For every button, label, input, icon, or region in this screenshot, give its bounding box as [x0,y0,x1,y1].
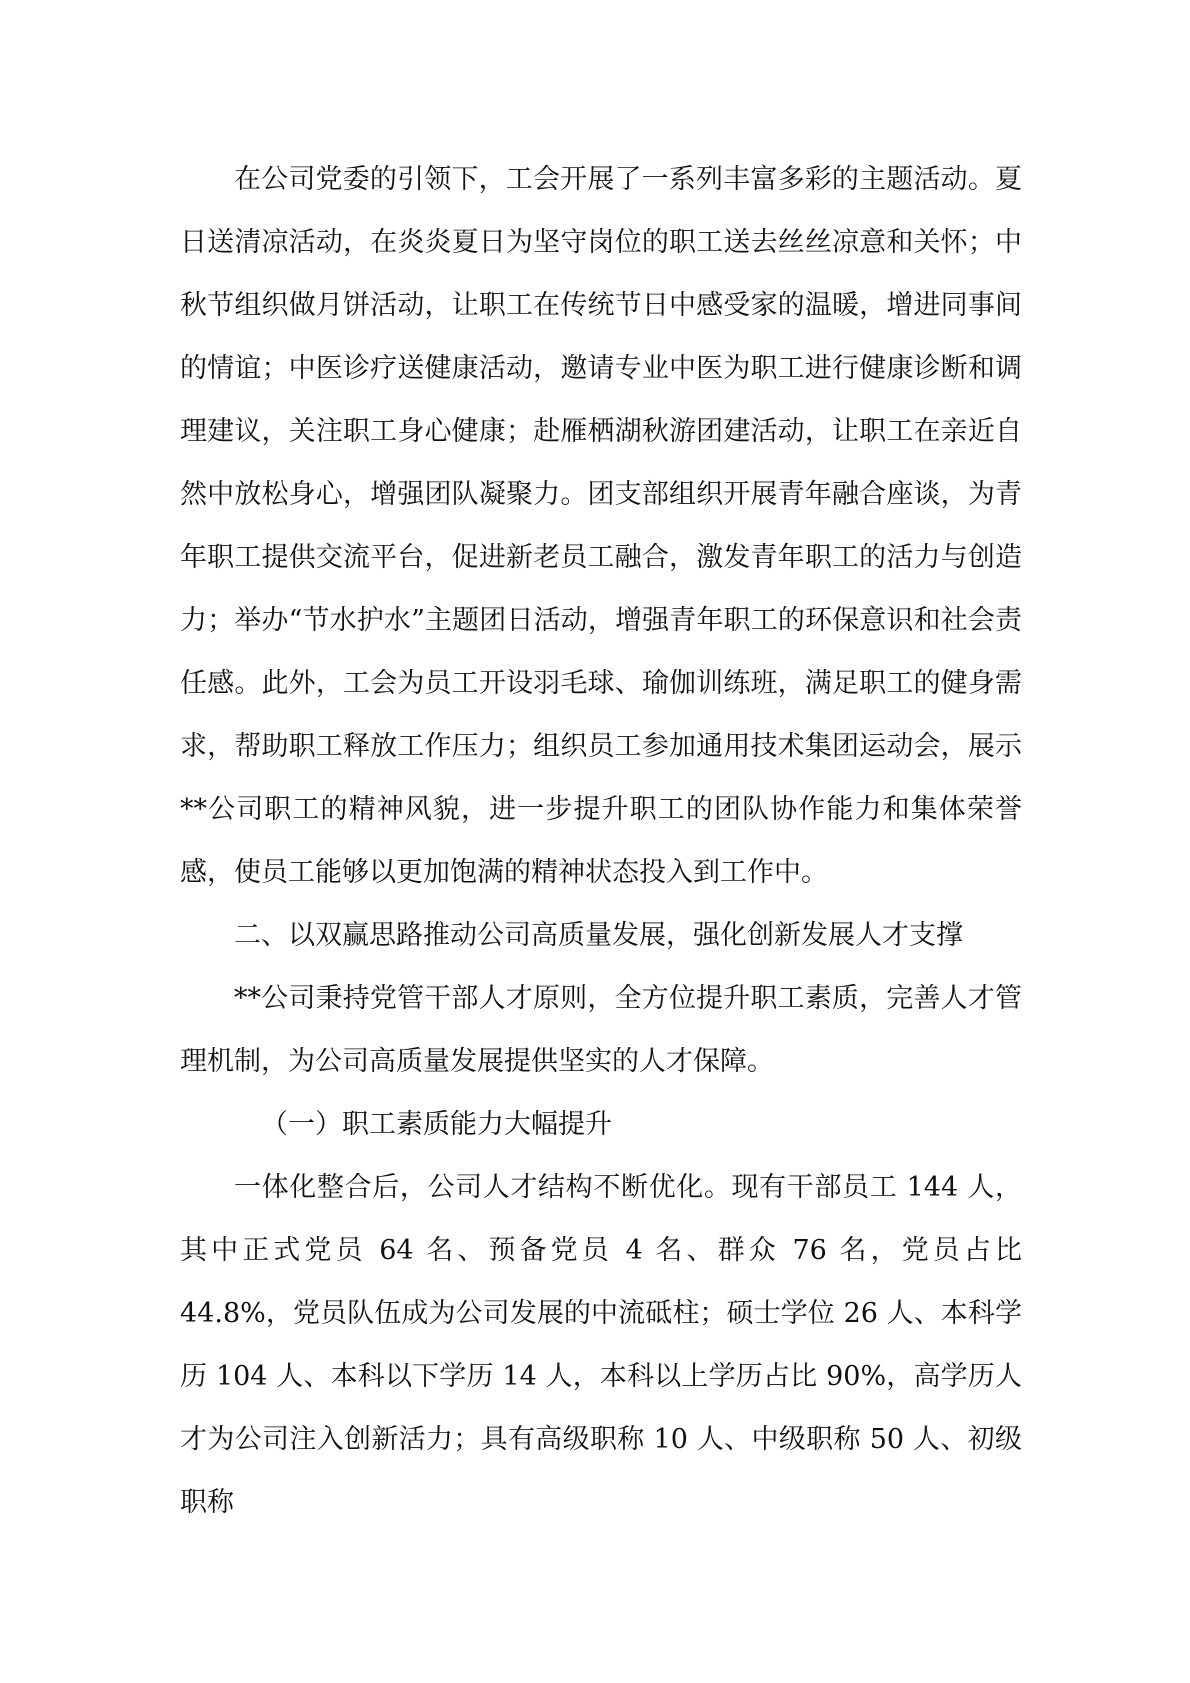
section-heading: 二、以双赢思路推动公司高质量发展，强化创新发展人才支撑 [234,920,963,951]
subsection-heading: （一）职工素质能力大幅提升 [261,1109,612,1140]
body-paragraph-talent-principle: **公司秉持党管干部人才原则，全方位提升职工素质，完善人才管理机制，为公司高质量发展提供坚实的人才保障。 [180,983,1022,1077]
body-paragraph-union-activities: 在公司党委的引领下，工会开展了一系列丰富多彩的主题活动。夏日送清凉活动，在炎炎夏日为坚守岗位的职工送去丝丝凉意和关怀；中秋节组织做月饼活动，让职工在传统节日中感受家的温暖，增进同事间的情谊；中医诊疗送健康活动，邀请专业中医为职工进行健康诊断和调理建议，关注职工身心健康；赴雁栖湖秋游团建活动，让职工在亲近自然中放松身心，增强团队凝聚力。团支部组织开展青年融合座谈，为青年职工提供交流平台，促进新老员工融合，激发青年职工的活力与创造力；举办“节水护水”主题团日活动，增强青年职工的环保意识和社会责任感。此外，工会为员工开设羽毛球、瑜伽训练班，满足职工的健身需求，帮助职工释放工作压力；组织员工参加通用技术集团运动会，展示**公司职工的精神风貌，进一步提升职工的团队协作能力和集体荣誉感，使员工能够以更加饱满的精神状态投入到工作中。 [180,164,1022,888]
document-page [180,148,1022,1534]
body-paragraph-talent-structure: 一体化整合后，公司人才结构不断优化。现有干部员工 144 人，其中正式党员 64 名、预备党员 4 名、群众 76 名，党员占比 44.8%，党员队伍成为公司发展的中流砥柱；硕士学位 26 人、本科学历 104 人、本科以下学历 14 人，本科以上学历占比 90%，高学历人才为公司注入创新活力；具有高级职称 10 人、中级职称 50 人、初级职称 [180,1172,1022,1518]
